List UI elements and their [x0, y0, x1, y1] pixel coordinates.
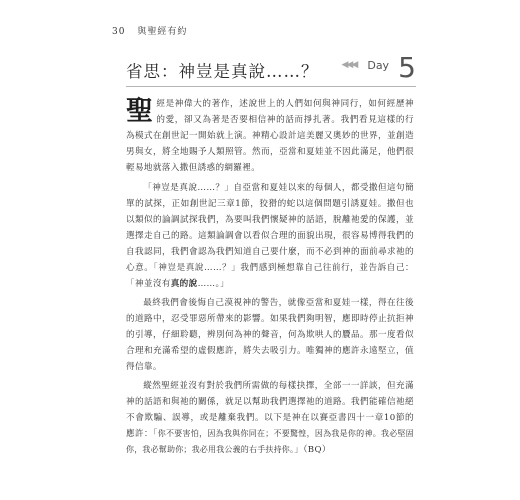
paragraph-4-end: 」（BQ） — [294, 445, 331, 455]
paragraph-3 — [126, 295, 414, 375]
day-number: 5 — [398, 51, 416, 84]
body-text — [126, 96, 414, 458]
paragraph-1-text: 經是神偉大的著作，述說世上的人們如何與神同行，如何經歷神的愛，卻又為著是否要相信神的話而掙扎著。我們看見這樣的行為模式在創世記一開始就上演。神精心設計這美麗又奧妙的世界，並創造男與女，將全地賜予人類照管。然而，亞當和夏娃並不因此滿足，他們很輕易地就落入撒但誘惑的網羅裡。 — [126, 99, 414, 173]
paragraph-2-emphasis: 真的說 — [170, 279, 198, 289]
chapter-title-row — [126, 51, 416, 86]
day-label: Day — [367, 59, 390, 72]
paragraph-4 — [126, 378, 414, 458]
title-divider — [126, 86, 416, 87]
triple-arrow-left-icon: ◀◀◀ — [341, 60, 357, 70]
paragraph-1 — [126, 96, 414, 176]
book-title: 與聖經有約 — [137, 27, 188, 37]
paragraph-2-part-2: 」我們感到極想靠自己往前行，並告訴自己：「神並沒有 — [126, 263, 414, 289]
chapter-title: 省思：神豈是真說……？ — [126, 62, 319, 81]
paragraph-2 — [126, 180, 414, 292]
paragraph-4-text: 縱然聖經並沒有對於我們所需做的每樣抉擇，全部一一詳談，但充滿神的話語和與祂的關係，就足以幫助我們選擇祂的道路。我們能確信祂絕不會欺騙、誤導，或是離棄我們。以下是神在以賽亞書四十一章10節的應許：「 — [126, 381, 414, 439]
running-header — [112, 24, 187, 37]
paragraph-2-part-3: ……。」 — [197, 279, 230, 289]
scripture-verse: 你不要害怕，因為我與你同在；不要驚惶，因為我是你的神。我必堅固你，我必幫助你；我必用我公義的右手扶持你。 — [126, 429, 414, 454]
day-marker — [341, 51, 416, 84]
paragraph-2-part-1: 「神豈是真說……？」自亞當和夏娃以來的每個人，都受撒但這句簡單的試探，正如創世記三章1節，狡猾的蛇以這個問題引誘夏娃。撒但也以類似的論調試探我們，為要叫我們懷疑神的話語，脫離祂愛的保護，並選擇走自己的路。這類論調會以看似合理的面貌出現，很容易博得我們的自我認同，我們會認為我們知道自己要什麼，而不必到神的面前尋求祂的心意。「 — [126, 183, 414, 273]
paragraph-3-text: 最終我們會後悔自己漠視神的警告，就像亞當和夏娃一樣，得在往後的道路中，忍受罪惡所帶來的影響。如果我們夠明智，應即時停止抗拒神的引導，仔細聆聽，辨別何為神的聲音，何為欺哄人的贗品。那一度看似合理和充滿希望的虛假應許，將失去吸引力。唯獨神的應許永遠堅立，值得信靠。 — [126, 298, 414, 372]
paragraph-2-quote: 神豈是真說……？ — [158, 263, 232, 273]
drop-cap: 聖 — [126, 96, 154, 127]
page-number: 30 — [112, 27, 126, 37]
